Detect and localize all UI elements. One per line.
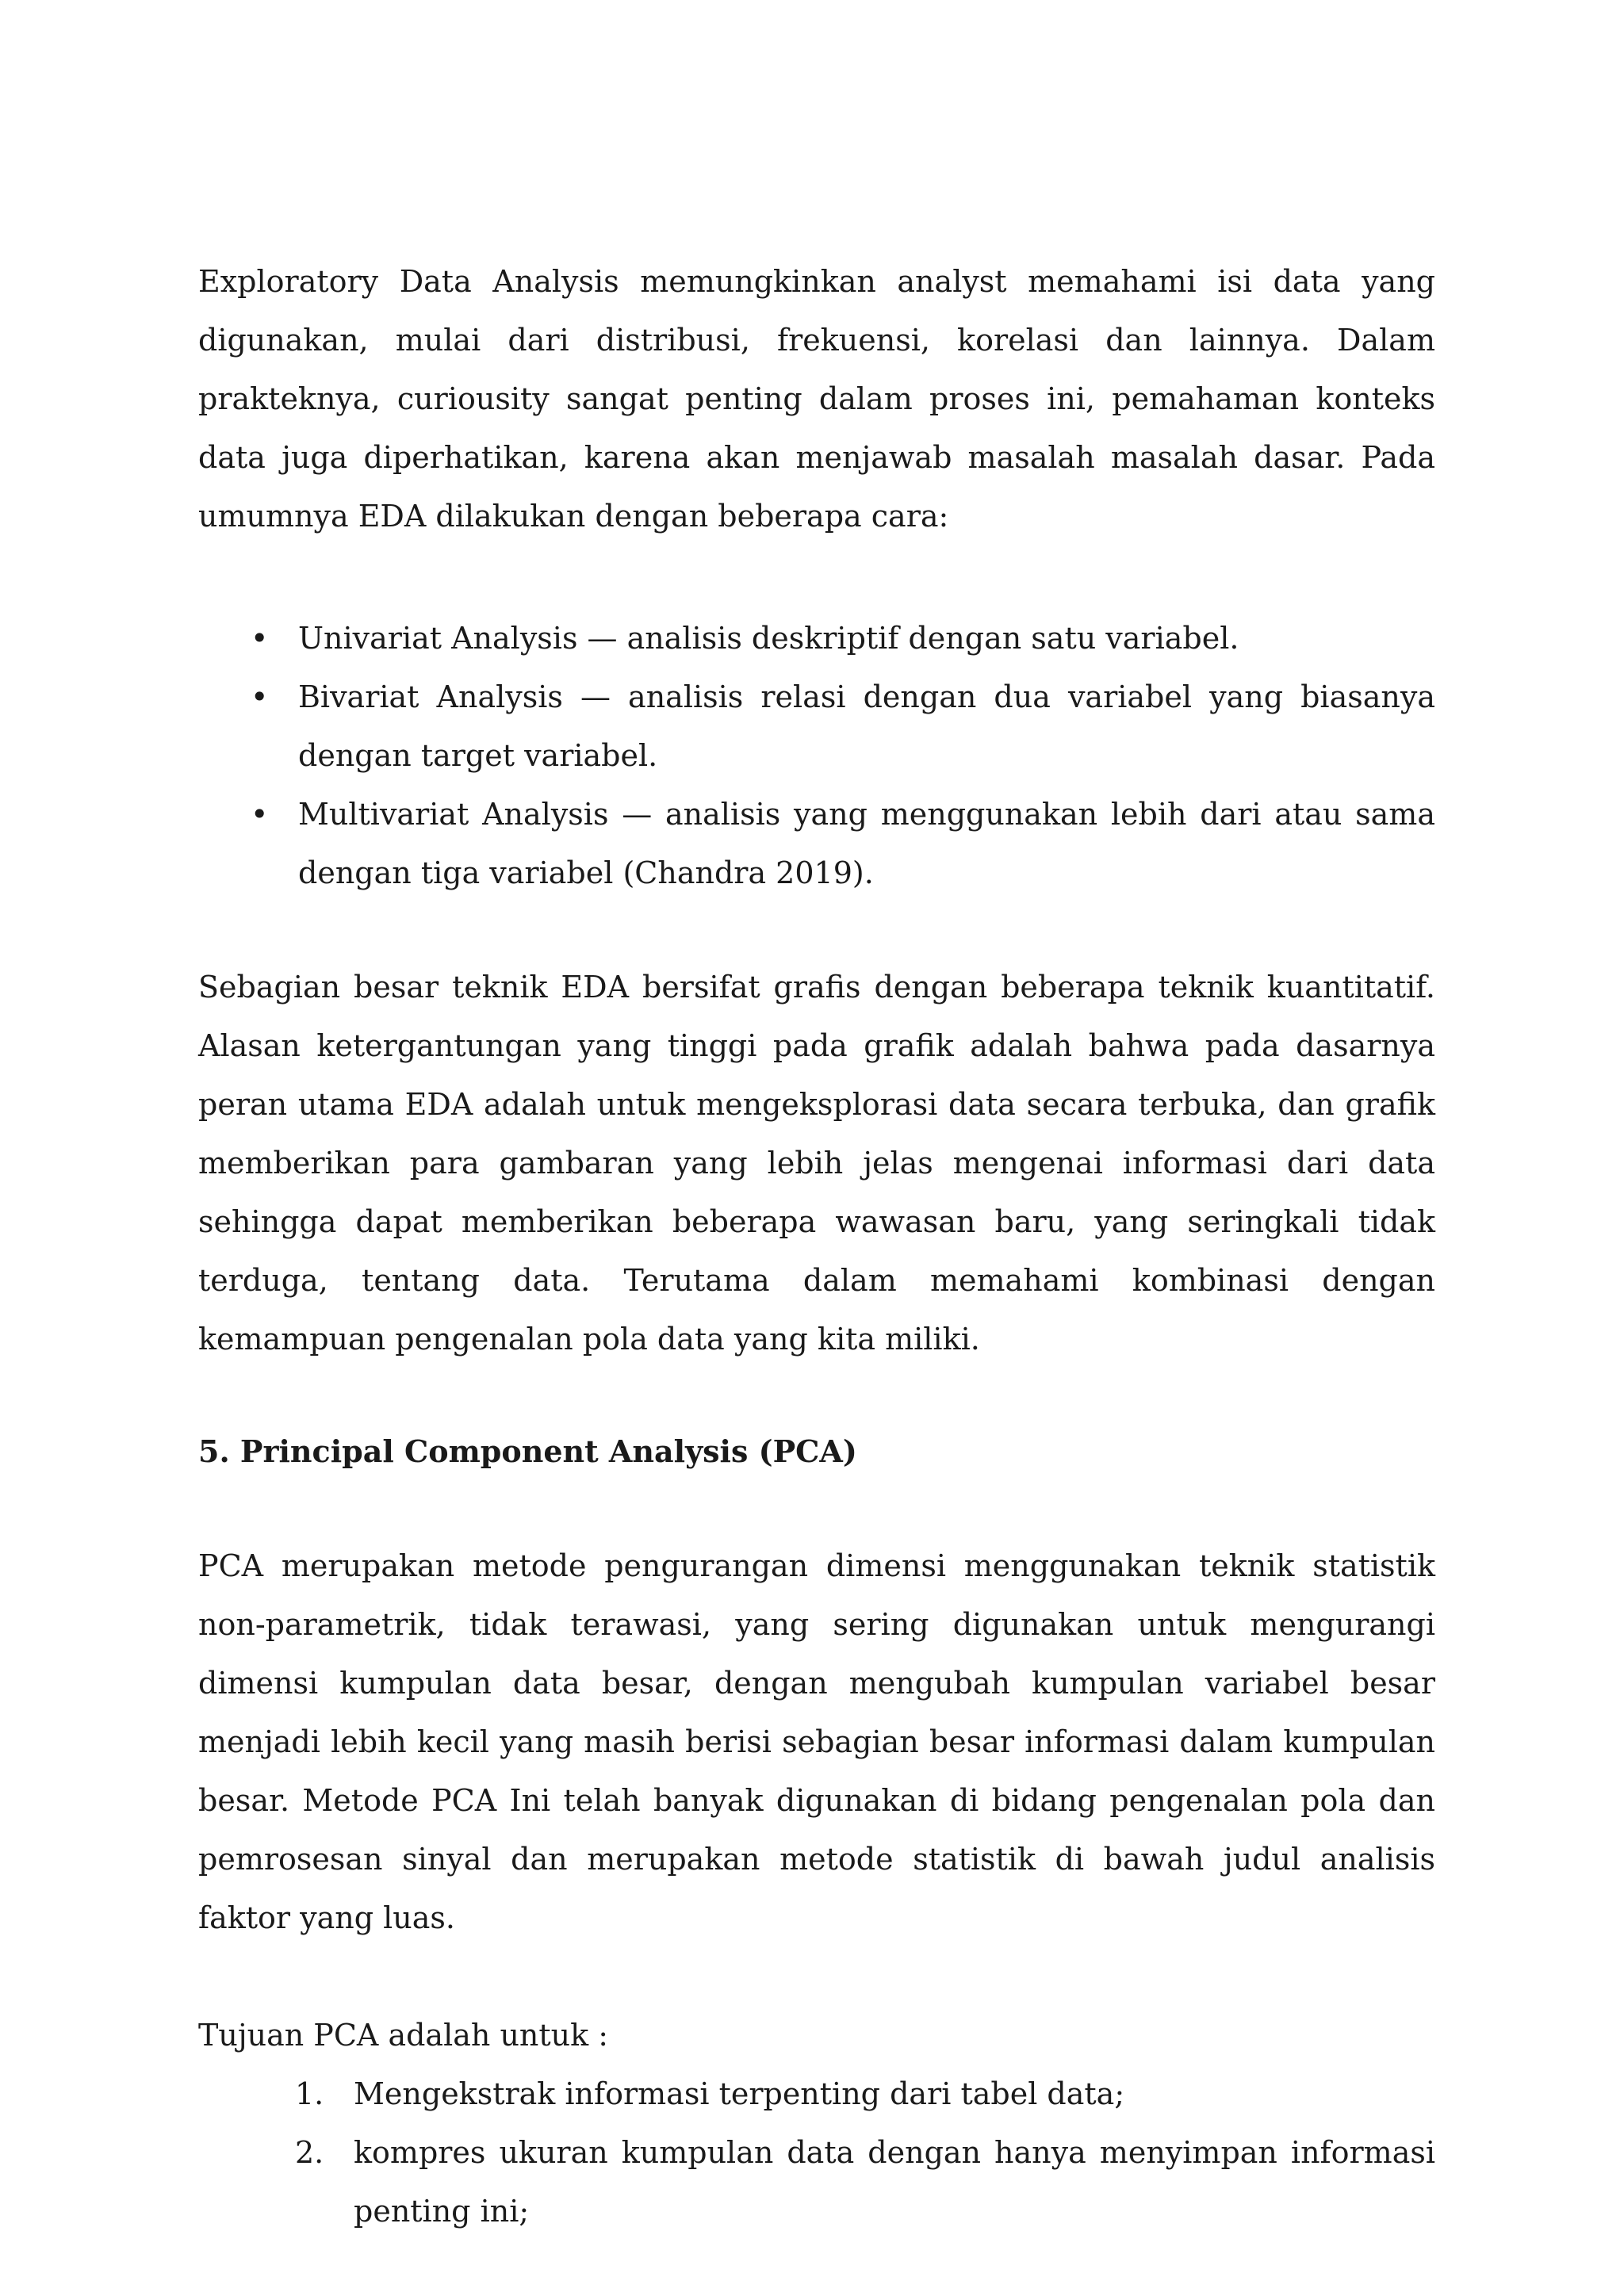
list-item-text: kompres ukuran kumpulan data dengan hanya menyimpan informasi penting ini; xyxy=(354,2135,1435,2229)
section-heading: 5. Principal Component Analysis (PCA) xyxy=(198,1433,857,1469)
list-item xyxy=(198,2123,1435,2241)
list-item xyxy=(198,668,1435,785)
bullet-icon: • xyxy=(251,797,269,832)
eda-methods-list xyxy=(198,609,1435,902)
list-item xyxy=(198,785,1435,902)
pca-description-paragraph: PCA merupakan metode pengurangan dimensi menggunakan teknik statistik non-parametrik, tidak terawasi, yang sering digunakan untuk mengurangi dimensi kumpulan data besar, dengan mengubah kumpulan variabel besar menjadi lebih kecil yang masih berisi sebagian besar informasi dalam kumpulan besar. Metode PCA Ini telah banyak digunakan di bidang pengenalan pola dan pemrosesan sinyal dan merupakan metode statistik di bawah judul analisis faktor yang luas. xyxy=(198,1548,1435,1935)
list-item-text: Multivariat Analysis — analisis yang menggunakan lebih dari atau sama dengan tiga variabel (Chandra 2019). xyxy=(298,797,1435,890)
list-item xyxy=(198,609,1435,668)
pca-goals-list xyxy=(198,2064,1435,2241)
intro-paragraph: Exploratory Data Analysis memungkinkan analyst memahami isi data yang digunakan, mulai dari distribusi, frekuensi, korelasi dan lainnya. Dalam prakteknya, curiousity sangat penting dalam proses ini, pemahaman konteks data juga diperhatikan, karena akan menjawab masalah masalah dasar. Pada umumnya EDA dilakukan dengan beberapa cara: xyxy=(198,264,1435,534)
list-item xyxy=(198,2064,1435,2123)
list-item-text: Bivariat Analysis — analisis relasi dengan dua variabel yang biasanya dengan target variabel. xyxy=(298,679,1435,773)
eda-graphics-paragraph: Sebagian besar teknik EDA bersifat grafis dengan beberapa teknik kuantitatif. Alasan ketergantungan yang tinggi pada grafik adalah bahwa pada dasarnya peran utama EDA adalah untuk mengeksplorasi data secara terbuka, dan grafik memberikan para gambaran yang lebih jelas mengenai informasi dari data sehingga dapat memberikan beberapa wawasan baru, yang seringkali tidak terduga, tentang data. Terutama dalam memahami kombinasi dengan kemampuan pengenalan pola data yang kita miliki. xyxy=(198,970,1435,1357)
list-number: 2. xyxy=(295,2135,324,2170)
page-content xyxy=(198,252,1435,2241)
bullet-icon: • xyxy=(251,621,269,656)
bullet-icon: • xyxy=(251,679,269,714)
list-number: 1. xyxy=(295,2076,324,2111)
pca-goal-intro: Tujuan PCA adalah untuk : xyxy=(198,2018,609,2053)
list-item-text: Univariat Analysis — analisis deskriptif dengan satu variabel. xyxy=(298,621,1239,656)
list-item-text: Mengekstrak informasi terpenting dari tabel data; xyxy=(354,2076,1125,2111)
